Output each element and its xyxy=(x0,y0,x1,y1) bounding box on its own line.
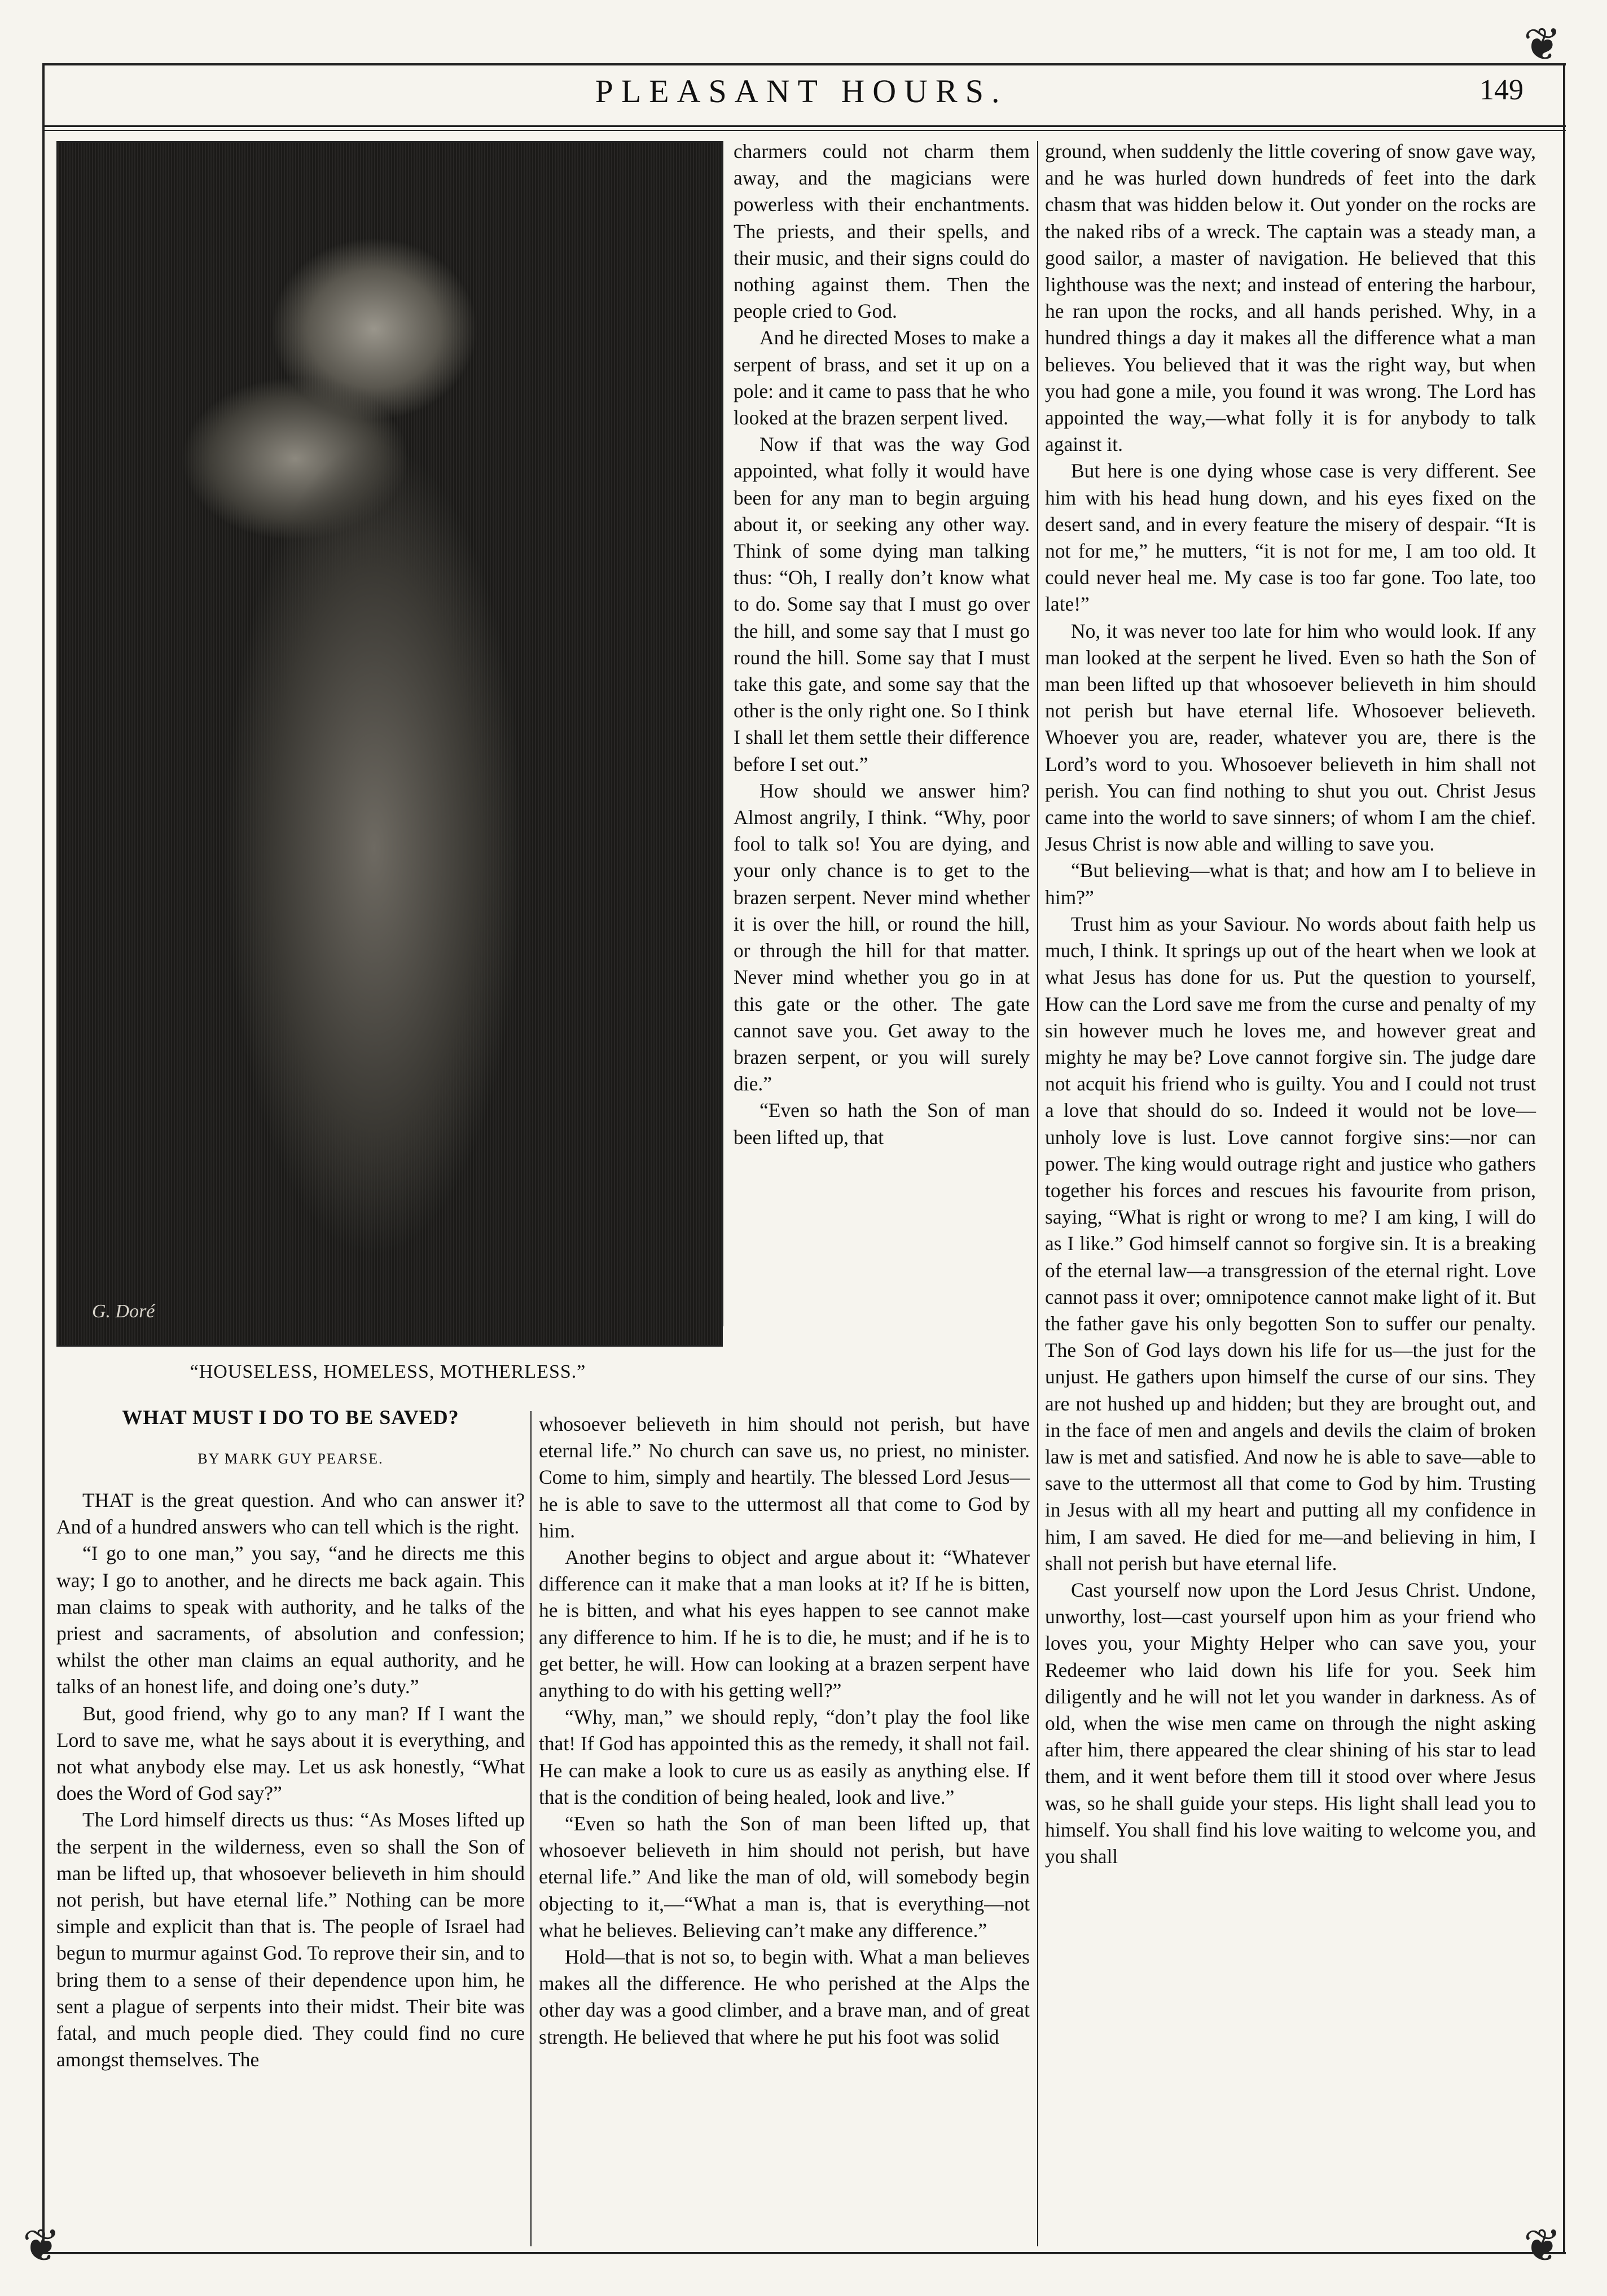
header-rule-top xyxy=(42,63,1566,65)
illustration-caption: “HOUSELESS, HOMELESS, MOTHERLESS.” xyxy=(190,1361,586,1382)
left-border-rule xyxy=(42,63,45,2253)
article-title: WHAT MUST I DO TO BE SAVED? xyxy=(122,1406,459,1429)
paragraph: THAT is the great question. And who can answer it? And of a hundred answers who can tell which is the right. xyxy=(56,1489,525,1539)
corner-ornament-bottom-right: ❦ xyxy=(1523,2221,1562,2271)
right-border-rule xyxy=(1563,63,1565,2253)
corner-ornament-top-right: ❦ xyxy=(1523,20,1562,70)
paragraph: “Even so hath the Son of man been lifted up, that whosoever believeth in him should not perish, but have eternal life.” And like the man of old, will somebody begin objecting to it,—“What a man is, that is everything—not what he believes. Believing can’t make any difference.” xyxy=(539,1812,1030,1942)
paragraph: ground, when suddenly the little covering of snow gave way, and he was hurled down hundreds of feet into the dark chasm that was hidden below it. Out yonder on the rocks are the naked ribs of a wreck. The captain was a steady man, a good sailor, a master of navigation. He believed that this lighthouse was the next; and instead of entering the harbour, he ran upon the rocks, and all hands perished. Why, in a hundred things a day it makes all the difference what a man believes. You believed that it was the right way, but when you had gone a mile, you found it was wrong. The Lord has appointed the way,—what folly it is for anybody to talk against it. xyxy=(1045,140,1536,456)
paragraph: Now if that was the way God appointed, what folly it would have been for any man to begin arguing about it, or seeking any other way. Think of some dying man talking thus: “Oh, I really don’t know what to do. Some say that I must go over the hill, and some say that I must go round the hill. Some say that I must take this gate, and some say that the other is the only right one. So I think I shall let them settle their difference before I set out.” xyxy=(734,433,1030,775)
paragraph: Cast yourself now upon the Lord Jesus Christ. Undone, unworthy, lost—cast yourself upon him as your friend who loves you, your Mighty Helper who can save you, your Redeemer who laid down his life for you. Seek him diligently and he will not let you wander in darkness. As of old, when the wise men came on through the night asking after him, there appeared the clear shining of his star to lead them, and it went before them till it stood over where Jesus was, so he shall guide your steps. His light shall lead you to himself. You shall find his love waiting to welcome you, and you shall xyxy=(1045,1578,1536,1868)
paragraph: But, good friend, why go to any man? If I want the Lord to save me, what he says about it is everything, and not what anybody else may. Let us ask honestly, “What does the Word of God say?” xyxy=(56,1702,525,1805)
column-3 xyxy=(1045,138,1536,1870)
paragraph: charmers could not charm them away, and the magicians were powerless with their enchantments. The priests, and their spells, and their music, and their signs could do nothing against them. Then the people cried to God. xyxy=(734,140,1030,323)
paragraph: And he directed Moses to make a serpent of brass, and set it up on a pole: and it came to pass that he who looked at the brazen serpent lived. xyxy=(734,326,1030,430)
paragraph: No, it was never too late for him who would look. If any man looked at the serpent he lived. Even so hath the Son of man been lifted up that whosoever believeth in him should not perish but have eternal life. Whosoever believeth. Whoever you are, reader, whatever you are, there is the Lord’s word to you. Whosoever believeth in him shall not perish. You can find nothing to shut you out. Christ Jesus came into the world to save sinners; of whom I am the chief. Jesus Christ is now able and willing to save you. xyxy=(1045,619,1536,856)
column-rule-lower xyxy=(530,1411,532,2246)
paragraph: “But believing—what is that; and how am I to believe in him?” xyxy=(1045,859,1536,909)
paragraph: Another begins to object and argue about it: “Whatever difference can it make that a man looks at it? If he is bitten, he is bitten, and what his eyes happen to see cannot make any difference to him. If he is to die, he must; and if he is to get better, he will. How can looking at a brazen serpent have anything to do with his getting well?” xyxy=(539,1546,1030,1702)
column-2-top xyxy=(734,138,1030,1151)
page-number: 149 xyxy=(1479,74,1523,106)
footer-rule xyxy=(42,2252,1566,2254)
periodical-title: PLEASANT HOURS. xyxy=(595,73,1008,109)
paragraph: But here is one dying whose case is very different. See him with his head hung down, and his eyes fixed on the desert sand, and in every feature the misery of despair. “It is not for me,” he mutters, “it is not for me, I am too old. It could never heal me. My case is too far gone. Too late, too late!” xyxy=(1045,459,1536,616)
page-header xyxy=(45,68,1557,127)
paragraph: whosoever believeth in him should not perish, but have eternal life.” No church can save us, no priest, no minister. Come to him, simply and heartily. The blessed Lord Jesus—he is able to save to the uttermost all that come to God by him. xyxy=(539,1413,1030,1542)
engraving-illustration xyxy=(56,141,723,1347)
column-2-bottom xyxy=(539,1411,1030,2050)
paragraph: “Why, man,” we should reply, “don’t play the fool like that! If God has appointed this as the remedy, it shall not fail. He can make a look to cure us as easily as anything else. If that is the condition of being healed, look and live.” xyxy=(539,1706,1030,1808)
column-rule-2 xyxy=(1037,141,1038,2246)
column-1 xyxy=(56,1487,525,2073)
paragraph: “Even so hath the Son of man been lifted up, that xyxy=(734,1099,1030,1149)
paragraph: How should we answer him? Almost angrily, I think. “Why, poor fool to talk so! You are dying, and your only chance is to get to the brazen serpent. Never mind whether it is over the hill, or round the hill, or through the hill for that matter. Never mind whether you go in at this gate or the other. The gate cannot save you. Get away to the brazen serpent, or you will surely die.” xyxy=(734,779,1030,1096)
paragraph: The Lord himself directs us thus: “As Moses lifted up the serpent in the wilderness, even so shall the Son of man be lifted up, that whosoever believeth in him should not perish, but have eternal life.” Nothing can be more simple and explicit than that is. The people of Israel had begun to murmur against God. To reprove their sin, and to bring them to a sense of their dependence upon him, he sent a plague of serpents into their midst. Their bite was fatal, and much people died. They could find no cure amongst themselves. The xyxy=(56,1808,525,2071)
article-byline: BY MARK GUY PEARSE. xyxy=(197,1451,384,1467)
corner-ornament-bottom-left: ❦ xyxy=(23,2221,61,2271)
paragraph: “I go to one man,” you say, “and he directs me this way; I go to another, and he directs me back again. This man claims to speak with authority, and he talks of the priest and sacraments, of absolution and confession; whilst the other man claims an equal authority, and he talks of an honest life, and doing one’s duty.” xyxy=(56,1542,525,1698)
engraving-signature: G. Doré xyxy=(92,1301,155,1322)
paragraph: Trust him as your Saviour. No words about faith help us much, I think. It springs up out of the heart when we look at what Jesus has done for us. Put the question to yourself, How can the Lord save me from the curse and penalty of my sin however much he loves me, and however great and mighty he may be? Love cannot forgive sin. The judge dare not acquit his friend who is guilty. You and I could not trust a love that should do so. Indeed it would not be love—unholy love is lust. Love cannot forgive sins:—nor can power. The king would outrage right and justice who gathers together his forces and rescues his favourite from prison, saying, “What is right or wrong to me? I am king, I will do as I like.” God himself cannot so forgive sin. It is a breaking of the eternal law—a transgression of the eternal right. Love cannot pass it over; omnipotence cannot make light of it. But the father gave his only begotten Son to suffer our penalty. The Son of God lays down his life for us—the just for the unjust. He gathers upon himself the curse of our sins. They are not hushed up and hidden; but they are brought out, and in the face of men and angels and devils the claim of broken law is met and satisfied. And now he is able to save—able to save to the uttermost all that come to God by him. Trusting in Jesus with all my heart and putting all my confidence in him, I am saved. He died for me—and believing in him, I shall not perish but have eternal life. xyxy=(1045,912,1536,1575)
header-rule-bottom-double xyxy=(42,130,1566,131)
paragraph: Hold—that is not so, to begin with. What a man believes makes all the difference. He who perished at the Alps the other day was a good climber, and a brave man, and of great strength. He believed that where he put his foot was solid xyxy=(539,1946,1030,2048)
